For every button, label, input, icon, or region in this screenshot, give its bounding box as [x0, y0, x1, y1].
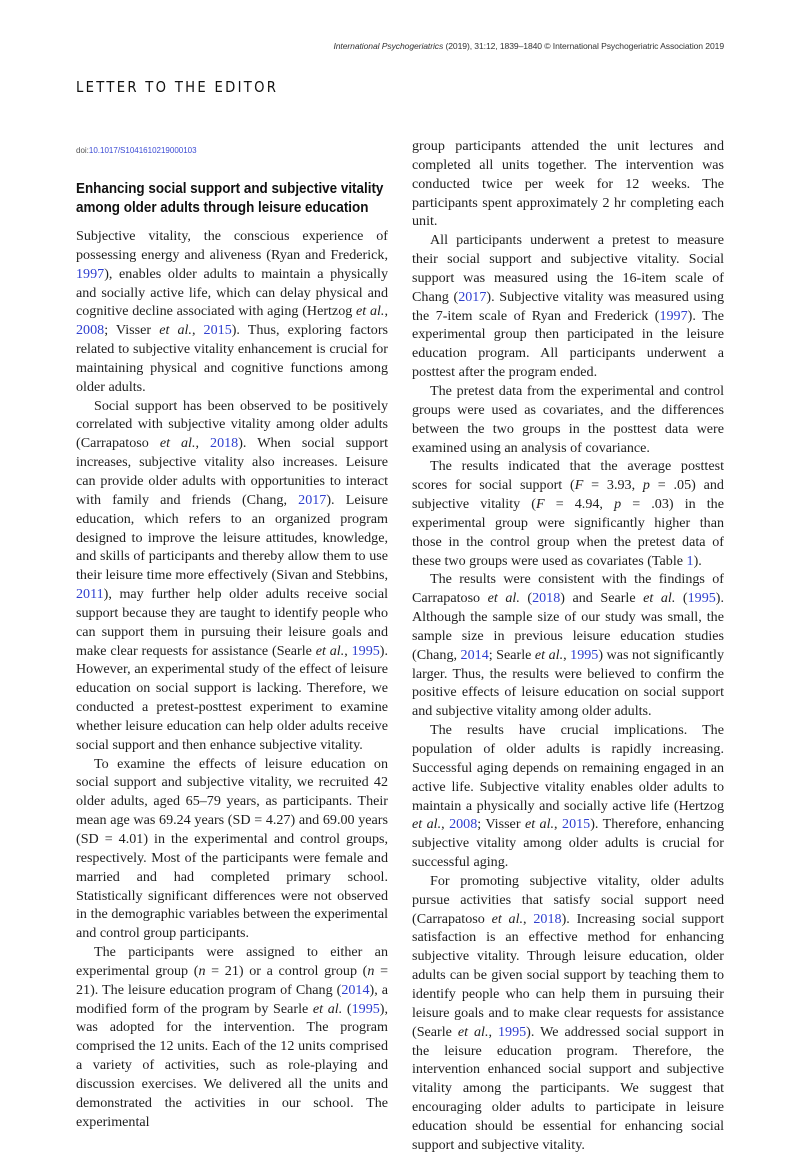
- italic-text: et al.: [159, 322, 192, 339]
- paragraph-text: ,: [554, 816, 563, 833]
- paragraph-text: ,: [523, 910, 534, 927]
- paragraph-text: (: [675, 590, 688, 607]
- paragraph-text: ). Increasing social support satisfaction is an effective method for enhancing subjective vitality. Through leisure education, older adults can be given social support by teaching them to identify people who can help them in pursuing their leisure goals and to make clear requests for assistance (Searle: [412, 910, 725, 1040]
- reference-link[interactable]: 1995: [351, 642, 380, 659]
- body-paragraph: [412, 721, 724, 872]
- paragraph-text: ). When social support increases, subjective vitality also increases. Leisure can provide older adults with opportunities to interact with family and friends (Chang,: [76, 435, 389, 508]
- paragraph-text: ), enables older adults to maintain a physically and socially active life, which can delay physical and cognitive decline associated with aging (Hertzog: [76, 265, 388, 320]
- paragraph-text: ,: [563, 646, 571, 663]
- paragraph-text: (: [519, 590, 533, 607]
- paragraph-text: ). Thus, exploring factors related to subjective vitality enhancement is crucial for maintaining physical and cognitive functions among older adults.: [76, 322, 389, 395]
- paragraph-text: ). Therefore, enhancing subjective vitality among older adults is crucial for successful aging.: [412, 816, 725, 871]
- paragraph-text: The results were consistent with the findings of Carrapatoso: [412, 571, 724, 607]
- paragraph-text: ). Subjective vitality was measured using the 7-item scale of Ryan and Frederick (: [412, 288, 725, 324]
- italic-text: et al.: [159, 435, 196, 452]
- italic-text: et al.: [524, 816, 555, 833]
- paragraph-text: ,: [195, 435, 211, 452]
- reference-link[interactable]: 1995: [351, 1000, 380, 1017]
- reference-link[interactable]: 2014: [341, 981, 370, 998]
- paragraph-text: = .05) and subjective vitality (: [412, 477, 724, 513]
- italic-text: et al.: [643, 590, 676, 607]
- reference-link[interactable]: 1995: [570, 646, 599, 663]
- italic-text: et al.: [315, 642, 345, 659]
- paragraph-text: The results have crucial implications. The population of older adults is rapidly increasing. Successful aging depends on remaining engaged in an active life. Subjective vitality enables older adults to maintain a physically and socially active life (Hertzog: [412, 722, 724, 814]
- paragraph-text: ) and Searle: [560, 590, 644, 607]
- italic-text: et al.: [412, 816, 442, 833]
- paragraph-text: ,: [191, 322, 204, 339]
- paragraph-text: ,: [441, 816, 450, 833]
- paragraph-text: = 21). The leisure education program of Chang (: [76, 962, 389, 998]
- paragraph-text: For promoting subjective vitality, older adults pursue activities that satisfy social support need (Carrapatoso: [412, 872, 724, 927]
- article-title: Enhancing social support and subjective vitality among older adults through leisure education: [76, 181, 384, 216]
- reference-link[interactable]: 1997: [76, 265, 105, 282]
- paragraph-text: group participants attended the unit lectures and completed all units together. The intervention was conducted twice per week for 12 weeks. The participants spent approximately 2 hr completing each unit.: [412, 138, 724, 230]
- italic-text: p: [614, 496, 622, 513]
- paragraph-text: ), a modified form of the program by Searle: [76, 981, 388, 1017]
- body-paragraph: [412, 137, 724, 231]
- reference-link[interactable]: 1995: [497, 1023, 527, 1040]
- paragraph-text: To examine the effects of leisure education on social support and subjective vitality, we recruited 42 older adults, aged 65–79 years, as participants. Their mean age was 69.24 years (SD = 4.27) and 69.00 years (SD = 4.01) in the experimental and control groups, respectively. Most of the participants were female and married and had completed primary school. Statistically significant differences were not observed in the demographic variables between the experimental and control group participants.: [76, 755, 388, 942]
- italic-text: p: [642, 477, 650, 494]
- italic-text: n: [367, 962, 375, 979]
- doi: [76, 146, 197, 155]
- paragraph-text: (: [342, 1000, 352, 1017]
- reference-link[interactable]: 2011: [76, 586, 104, 603]
- paragraph-text: ), was adopted for the intervention. The program comprised the 12 units. Each of the 12 units comprised a variety of activities, such as role-playing and discussion exercises. We delivered all the units and demonstrated the activities in our school. The experimental: [76, 1000, 388, 1130]
- reference-link[interactable]: 2008: [449, 816, 478, 833]
- reference-link[interactable]: 2018: [210, 435, 239, 452]
- paragraph-text: ; Visser: [104, 322, 160, 339]
- body-paragraph: [412, 570, 724, 721]
- body-paragraph: [412, 457, 724, 570]
- body-paragraph: [76, 227, 388, 397]
- italic-text: et al.: [491, 910, 524, 927]
- reference-link[interactable]: 1995: [687, 590, 716, 607]
- paragraph-text: Social support has been observed to be positively correlated with subjective vitality among older adults (Carrapatoso: [76, 397, 388, 452]
- paragraph-text: ).: [693, 552, 702, 569]
- reference-link[interactable]: 1: [686, 552, 694, 569]
- paragraph-text: Subjective vitality, the conscious experience of possessing energy and aliveness (Ryan and Frederick,: [76, 228, 388, 263]
- reference-link[interactable]: 2018: [532, 590, 561, 607]
- doi-link[interactable]: 10.1017/S1041610219000103: [88, 146, 197, 155]
- paragraph-text: = .03) in the experimental group were significantly higher than those in the control group when the pretest data of these two groups were used as covariates (Table: [412, 496, 724, 569]
- italic-text: et al.: [356, 303, 385, 320]
- paragraph-text: All participants underwent a pretest to measure their social support and subjective vitality. Social support was measured using the 16-item scale of Chang (: [412, 232, 724, 305]
- paragraph-text: ) was not significantly larger. Thus, the results were believed to confirm the positive effects of leisure education on social support and subjective vitality among older adults.: [412, 646, 724, 720]
- paragraph-text: ,: [488, 1023, 498, 1040]
- paragraph-text: = 3.93,: [583, 477, 643, 494]
- body-paragraph: [76, 943, 388, 1131]
- paragraph-text: The participants were assigned to either an experimental group (: [76, 944, 388, 979]
- paragraph-text: The results indicated that the average posttest scores for social support (: [412, 458, 724, 494]
- paragraph-text: ). Leisure education, which refers to an organized program designed to improve the leisure attitudes, knowledge, and skills of participants and thereby allow them to use their leisure time more effectively (Sivan and Stebbins,: [76, 491, 388, 584]
- body-paragraph: [412, 872, 724, 1155]
- reference-link[interactable]: 2015: [203, 322, 232, 339]
- section-label: LETTER TO THE EDITOR: [76, 78, 279, 96]
- italic-text: n: [198, 962, 206, 979]
- reference-link[interactable]: 2015: [562, 816, 591, 833]
- italic-text: et al.: [534, 646, 564, 663]
- paragraph-text: ,: [344, 642, 352, 659]
- paragraph-text: = 4.94,: [544, 496, 615, 513]
- citation-info: (2019), 31:12, 1839–1840 © International Psychogeriatric Association 2019: [443, 41, 724, 51]
- body-paragraph: [412, 382, 724, 457]
- reference-link[interactable]: 2008: [76, 322, 105, 339]
- paragraph-text: The pretest data from the experimental and control groups were used as covariates, and the differences between the two groups in the posttest data were examined using an analysis of covariance.: [412, 382, 724, 456]
- reference-link[interactable]: 1997: [659, 307, 688, 324]
- paragraph-text: ; Searle: [488, 646, 535, 663]
- paragraph-text: ). The experimental group then participated in the leisure education program. All participants underwent a posttest after the program ended.: [412, 307, 724, 381]
- body-paragraph: [76, 755, 388, 943]
- right-column: [412, 137, 724, 1155]
- body-paragraph: [412, 231, 724, 382]
- paragraph-text: ; Visser: [477, 816, 525, 833]
- italic-text: et al.: [457, 1023, 489, 1040]
- reference-link[interactable]: 2017: [458, 288, 487, 305]
- running-header: [333, 41, 724, 51]
- italic-text: F: [535, 496, 545, 513]
- reference-link[interactable]: 2014: [460, 646, 489, 663]
- paragraph-text: ), may further help older adults receive social support because they are taught to identify people who can support them in pursuing their leisure goals and make clear requests for assistance (Searle: [76, 586, 388, 659]
- body-paragraph: [76, 397, 388, 755]
- paragraph-text: ). Although the sample size of our study was small, the sample size in previous leisure education studies (Chang,: [412, 590, 724, 663]
- reference-link[interactable]: 2017: [298, 491, 327, 508]
- paragraph-text: ). However, an experimental study of the effect of leisure education on social support is lacking. Therefore, we conducted a pretest-posttest experiment to examine whether leisure education can help older adults receive social support and then enhance subjective vitality.: [76, 642, 389, 753]
- paragraph-text: ). We addressed social support in the leisure education program. Therefore, the intervention enhanced social support and subjective vitality among the participants. We suggest that encouraging older adults to participate in leisure education should be essential for enhancing social support and subjective vitality.: [412, 1023, 725, 1153]
- italic-text: et al.: [312, 1000, 343, 1017]
- doi-prefix: doi:: [76, 146, 89, 155]
- left-column: [76, 227, 388, 1132]
- paragraph-text: ,: [384, 303, 388, 320]
- italic-text: et al.: [487, 590, 520, 607]
- reference-link[interactable]: 2018: [533, 910, 562, 927]
- journal-name: International Psychogeriatrics: [333, 41, 444, 51]
- italic-text: F: [574, 477, 584, 494]
- paragraph-text: = 21) or a control group (: [205, 962, 368, 979]
